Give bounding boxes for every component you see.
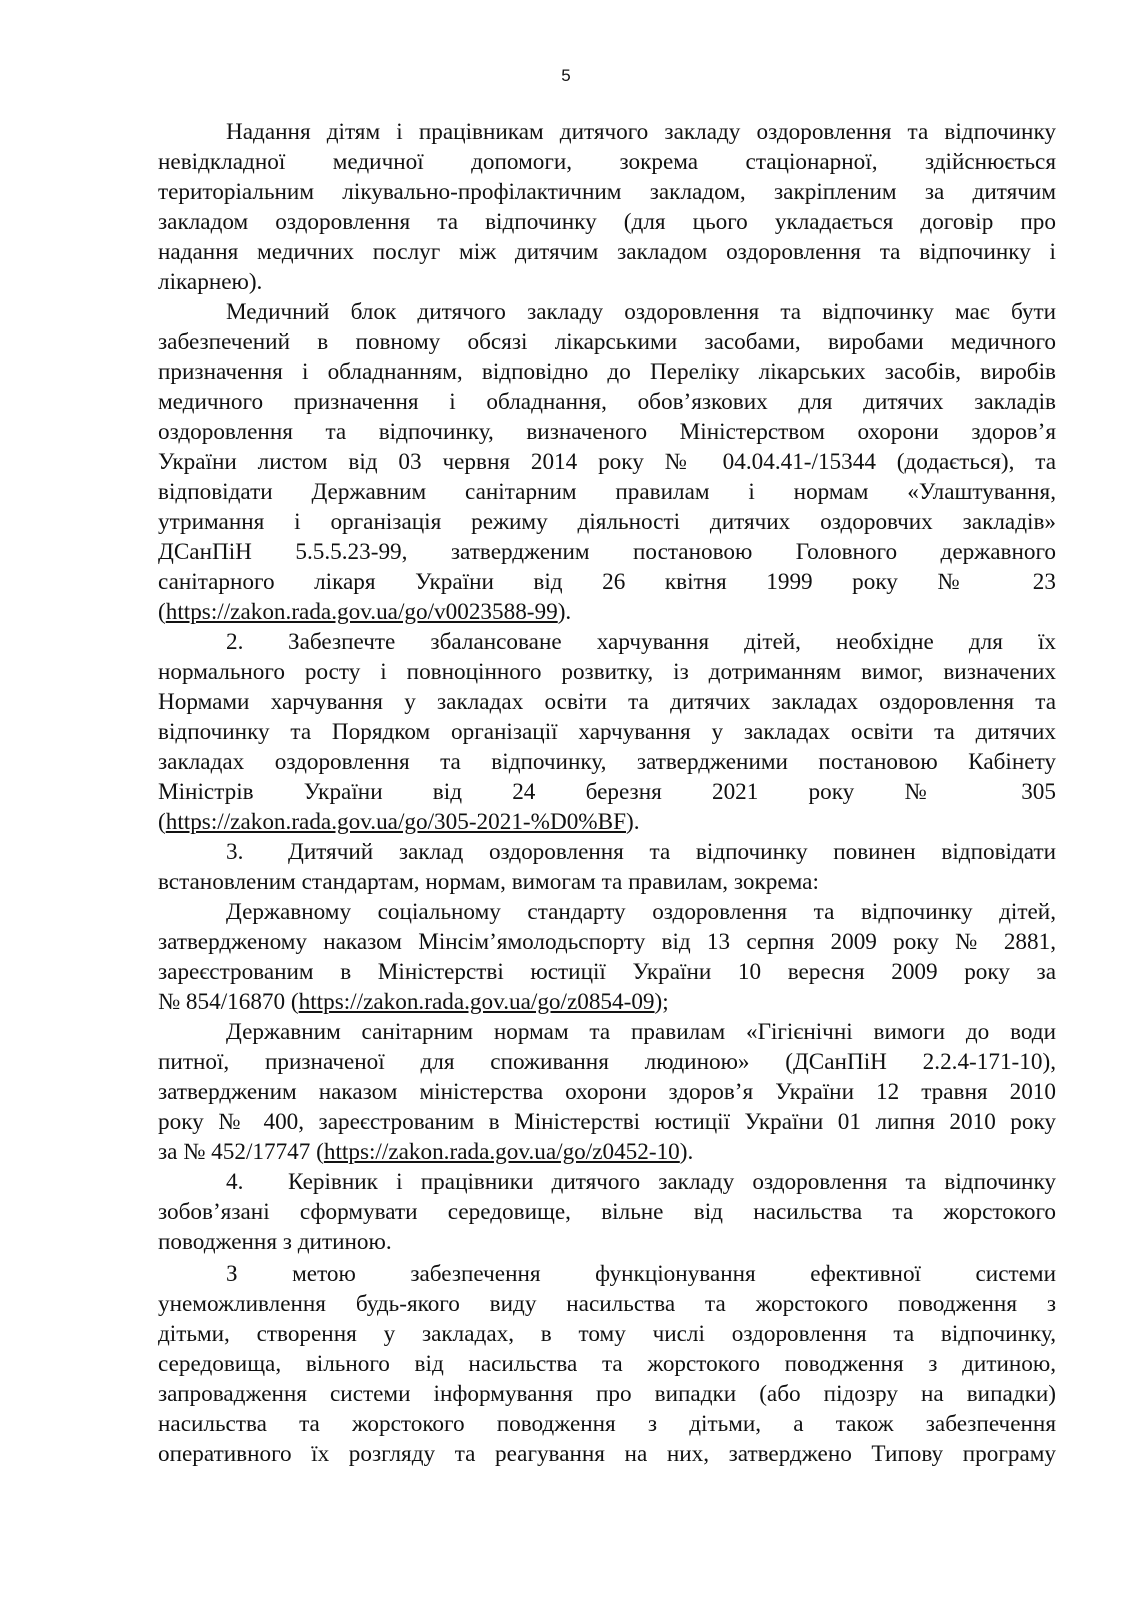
text-line: медичного призначення і обладнання, обов’язкових для дитячих закладів bbox=[158, 389, 1056, 415]
text-line bbox=[158, 627, 1056, 657]
text-line: надання медичних послуг між дитячим закладом оздоровлення та відпочинку і bbox=[158, 239, 1056, 265]
text-line bbox=[158, 807, 1056, 837]
text-line: Державному соціальному стандарту оздоровлення та відпочинку дітей, bbox=[226, 899, 1056, 925]
text-line: України листом від 03 червня 2014 року № 04.04.41-/15344 (додається), та bbox=[158, 449, 1056, 475]
text-line: ДСанПіН 5.5.5.23-99, затвердженим постановою Головного державного bbox=[158, 539, 1056, 565]
text-line: відповідати Державним санітарним правилам і нормам «Улаштування, bbox=[158, 479, 1056, 505]
paren-open: ( bbox=[158, 599, 166, 625]
link-v0023588-99[interactable]: https://zakon.rada.gov.ua/go/v0023588-99 bbox=[165, 599, 558, 625]
page-number: 5 bbox=[561, 66, 571, 85]
item-text: Керівник і працівники дитячого закладу оздоровлення та відпочинку bbox=[288, 1169, 1056, 1195]
text-line: територіальним лікувально-профілактичним закладом, закріпленим за дитячим bbox=[158, 179, 1056, 205]
item-number: 2. bbox=[226, 629, 244, 655]
text-line: відпочинку та Порядком організації харчування у закладах освіти та дитячих bbox=[158, 719, 1056, 745]
text-line: зареєстрованим в Міністерстві юстиції України 10 вересня 2009 року за bbox=[158, 959, 1056, 985]
text-line bbox=[158, 837, 1056, 867]
reg-number: № 854/16870 ( bbox=[158, 989, 299, 1015]
text-line: забезпечений в повному обсязі лікарськими засобами, виробами медичного bbox=[158, 329, 1056, 355]
text-line: Надання дітям і працівникам дитячого закладу оздоровлення та відпочинку bbox=[226, 119, 1056, 145]
text-line: дітьми, створення у закладах, в тому числі оздоровлення та відпочинку, bbox=[158, 1321, 1056, 1347]
paragraph-medical-block bbox=[158, 297, 1056, 627]
text-line: З метою забезпечення функціонування ефективної системи bbox=[226, 1261, 1056, 1287]
item-4-violence-free bbox=[158, 1167, 1056, 1257]
document-body bbox=[158, 117, 1056, 1469]
item-2-nutrition bbox=[158, 627, 1056, 837]
text-line: Нормами харчування у закладах освіти та дитячих закладах оздоровлення та bbox=[158, 689, 1056, 715]
text-line: закладах оздоровлення та відпочинку, затвердженими постановою Кабінету bbox=[158, 749, 1056, 775]
text-line: оперативного їх розгляду та реагування на них, затверджено Типову програму bbox=[158, 1441, 1056, 1467]
item-text: Дитячий заклад оздоровлення та відпочинку повинен відповідати bbox=[288, 839, 1056, 865]
text-line: нормального росту і повноцінного розвитку, із дотриманням вимог, визначених bbox=[158, 659, 1056, 685]
paragraph-social-standard bbox=[158, 897, 1056, 1017]
text-line: невідкладної медичної допомоги, зокрема стаціонарної, здійснюється bbox=[158, 149, 1056, 175]
link-z0854-09[interactable]: https://zakon.rada.gov.ua/go/z0854-09 bbox=[298, 989, 655, 1015]
paragraph-program bbox=[158, 1259, 1056, 1469]
item-3-standards bbox=[158, 837, 1056, 897]
paren-close: ). bbox=[557, 599, 572, 625]
text-line bbox=[158, 987, 1056, 1017]
item-text: Забезпечте збалансоване харчування дітей, необхідне для їх bbox=[288, 629, 1056, 655]
text-line: санітарного лікаря України від 26 квітня 1999 року № 23 bbox=[158, 569, 1056, 595]
text-line bbox=[158, 1137, 1056, 1167]
paragraph-emergency-care bbox=[158, 117, 1056, 297]
text-line: Медичний блок дитячого закладу оздоровлення та відпочинку має бути bbox=[226, 299, 1056, 325]
link-z0452-10[interactable]: https://zakon.rada.gov.ua/go/z0452-10 bbox=[323, 1139, 680, 1165]
reg-number: за № 452/17747 ( bbox=[158, 1139, 324, 1165]
text-line: поводження з дитиною. bbox=[158, 1229, 392, 1255]
paren-close: ); bbox=[654, 989, 669, 1015]
text-line: запровадження системи інформування про випадки (або підозру на випадки) bbox=[158, 1381, 1056, 1407]
text-line: утримання і організація режиму діяльності дитячих оздоровчих закладів» bbox=[158, 509, 1056, 535]
item-number: 3. bbox=[226, 839, 244, 865]
link-305-2021[interactable]: https://zakon.rada.gov.ua/go/305-2021-%D0%BF bbox=[165, 809, 626, 835]
text-line: закладом оздоровлення та відпочинку (для цього укладається договір про bbox=[158, 209, 1056, 235]
text-line: затвердженим наказом міністерства охорони здоров’я України 12 травня 2010 bbox=[158, 1079, 1056, 1105]
text-line: затвердженому наказом Мінсім’ямолодьспорту від 13 серпня 2009 року № 2881, bbox=[158, 929, 1056, 955]
text-line: року № 400, зареєстрованим в Міністерстві юстиції України 01 липня 2010 року bbox=[158, 1109, 1056, 1135]
text-line: питної, призначеної для споживання людиною» (ДСанПіН 2.2.4-171-10), bbox=[158, 1049, 1056, 1075]
text-line: унеможливлення будь-якого виду насильства та жорстокого поводження з bbox=[158, 1291, 1056, 1317]
item-number: 4. bbox=[226, 1169, 244, 1195]
text-line bbox=[158, 1167, 1056, 1197]
text-line: середовища, вільного від насильства та жорстокого поводження з дитиною, bbox=[158, 1351, 1056, 1377]
text-line: насильства та жорстокого поводження з дітьми, а також забезпечення bbox=[158, 1411, 1056, 1437]
text-line bbox=[158, 597, 1056, 627]
text-line: зобов’язані сформувати середовище, вільне від насильства та жорстокого bbox=[158, 1199, 1056, 1225]
text-line: Міністрів України від 24 березня 2021 року № 305 bbox=[158, 779, 1056, 805]
text-line: встановленим стандартам, нормам, вимогам та правилам, зокрема: bbox=[158, 869, 819, 895]
text-line: лікарнею). bbox=[158, 269, 263, 295]
text-line: призначення і обладнанням, відповідно до Переліку лікарських засобів, виробів bbox=[158, 359, 1056, 385]
text-line: Державним санітарним нормам та правилам «Гігієнічні вимоги до води bbox=[226, 1019, 1056, 1045]
paren-close: ). bbox=[679, 1139, 694, 1165]
paren-open: ( bbox=[158, 809, 166, 835]
text-line: оздоровлення та відпочинку, визначеного Міністерством охорони здоров’я bbox=[158, 419, 1056, 445]
paragraph-water-norms bbox=[158, 1017, 1056, 1167]
paren-close: ). bbox=[625, 809, 640, 835]
